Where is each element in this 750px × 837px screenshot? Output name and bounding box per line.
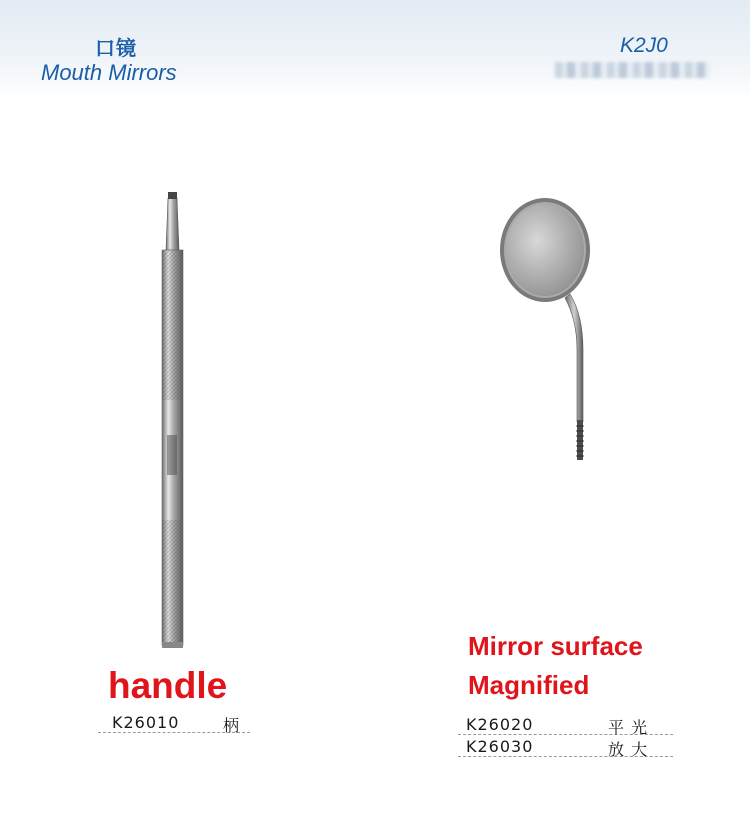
catalog-code: K2J0 xyxy=(620,34,668,57)
title-english: Mouth Mirrors xyxy=(41,60,177,85)
spec-desc: 平 光 xyxy=(608,718,649,737)
handle-label: handle xyxy=(108,665,228,706)
magnified-label: Magnified xyxy=(468,670,590,700)
spec-desc: 放 大 xyxy=(608,740,649,759)
handle-image xyxy=(150,190,195,650)
spec-code: K26030 xyxy=(466,737,534,756)
spec-row-k26030 xyxy=(458,736,673,757)
spec-desc: 柄 xyxy=(223,716,241,735)
mirror-surface-label: Mirror surface xyxy=(468,631,643,661)
spec-row-k26020 xyxy=(458,714,673,735)
blurred-watermark xyxy=(555,62,710,78)
header-banner xyxy=(0,0,750,100)
mirror-image xyxy=(495,190,615,465)
spec-row-k26010 xyxy=(98,712,250,733)
spec-code: K26010 xyxy=(112,713,180,732)
title-chinese: 口镜 xyxy=(95,36,137,60)
spec-code: K26020 xyxy=(466,715,534,734)
